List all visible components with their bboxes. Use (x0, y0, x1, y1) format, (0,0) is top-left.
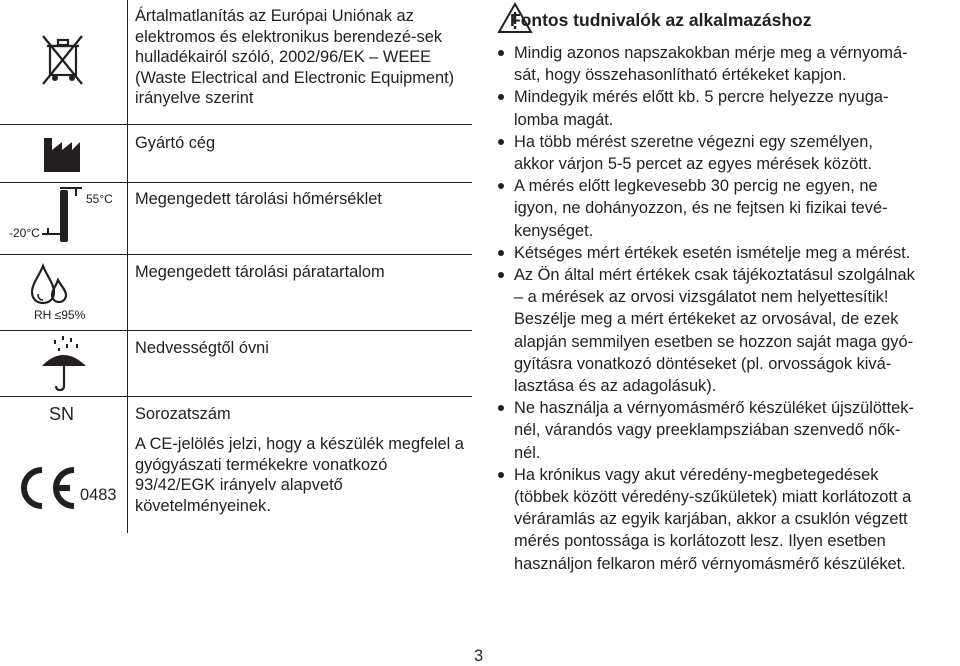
list-item (497, 131, 959, 175)
bullet-icon (498, 94, 504, 100)
symbol-table (0, 0, 472, 533)
list-item (497, 86, 959, 130)
list-item-text: Ha krónikus vagy akut véredény-megbetegedések (többek között véredény-szűkületek) miatt korlátozott a véráramlás az egyik karjában, akkor a csuklón végzett mérés pontossága is korlátozott lesz. Ilyen esetben használjon felkaron mérő vérnyomásmérő készüléket. (514, 465, 912, 573)
humidity-limit-label: RH ≤95% (34, 308, 86, 322)
moisture-symbol-cell (0, 330, 127, 396)
humidity-symbol-cell (0, 254, 127, 330)
bullet-icon (498, 272, 504, 278)
list-item-text: Az Ön által mért értékek csak tájékoztatásul szolgálnak – a mérések az orvosi vizsgálatot nem helyettesítik! Beszélje meg a mért értékeket az orvosával, de ezek alapján semmilyen esetben se hozzon saját maga gyó- gyításra vonatkozó döntéseket (pl. orvosságok kivá- lasztása és az adagolásuk). (514, 266, 915, 396)
temperature-description: Megengedett tárolási hőmérséklet (135, 190, 382, 208)
list-item-text: Mindegyik mérés előtt kb. 5 percre helyezze nyuga- lomba magát. (514, 88, 889, 129)
notes-title: Fontos tudnivalók az alkalmazáshoz (510, 10, 812, 30)
serial-ce-symbol-cell (0, 396, 127, 533)
table-column-divider (127, 0, 128, 533)
list-item-text: Ha több mérést szeretne végezni egy személyen, akkor várjon 5-5 percet az egyes mérések között. (514, 132, 873, 174)
humidity-description: Megengedett tárolási páratartalom (135, 263, 385, 281)
manufacturer-symbol-cell (0, 124, 127, 182)
list-item (497, 464, 959, 575)
bullet-icon (498, 183, 504, 189)
max-temperature-label: 55°C (86, 192, 113, 206)
bullet-icon (498, 139, 504, 145)
factory-icon (0, 124, 127, 182)
bullet-icon (498, 405, 504, 411)
list-item (497, 397, 959, 464)
page-number: 3 (474, 647, 484, 665)
manufacturer-description: Gyártó cég (135, 134, 216, 152)
crossed-out-wheelie-bin-icon (0, 0, 127, 124)
notes-list (497, 42, 959, 575)
list-item-text: Ne használja a vérnyomásmérő készüléket újszülöttek- nél, várandós vagy preeklampsziában szenvedő nők- nél. (514, 399, 914, 462)
list-item-text: Mindig azonos napszakokban mérje meg a vérnyomá- sát, hogy összehasonlítható értékeket kapjon. (514, 44, 908, 85)
bullet-icon (498, 250, 504, 256)
list-item-text: A mérés előtt legkevesebb 30 percig ne egyen, ne igyon, ne dohányozzon, és ne fejtsen ki fizikai tevé- kenységet. (514, 177, 888, 240)
bullet-icon (498, 50, 504, 56)
umbrella-rain-icon (0, 330, 127, 396)
temperature-symbol-cell (0, 182, 127, 254)
weee-symbol-cell (0, 0, 127, 124)
weee-description: Ártalmatlanítás az Európai Uniónak az elektromos és elektronikus berendezé-sek hulladékairól szóló, 2002/96/EK – WEEE (Waste Electrical and Electronic Equipment) irányelve szerint (135, 7, 455, 107)
bullet-icon (498, 472, 504, 478)
list-item-text: Kétséges mért értékek esetén ismételje meg a mérést. (514, 243, 911, 262)
ce-description: A CE-jelölés jelzi, hogy a készülék megfelel a gyógyászati termékekre vonatkozó 93/42/EGK irányelv alapvető követelményeinek. (135, 435, 464, 515)
serial-number-symbol: SN (49, 404, 75, 424)
moisture-description: Nedvességtől óvni (135, 339, 269, 357)
list-item (497, 175, 959, 242)
ce-mark-icon (12, 464, 82, 514)
list-item (497, 264, 959, 397)
list-item (497, 242, 959, 264)
list-item (497, 42, 959, 86)
notified-body-number: 0483 (80, 486, 117, 504)
min-temperature-label: -20°C (9, 226, 40, 240)
serial-description: Sorozatszám (135, 405, 231, 423)
